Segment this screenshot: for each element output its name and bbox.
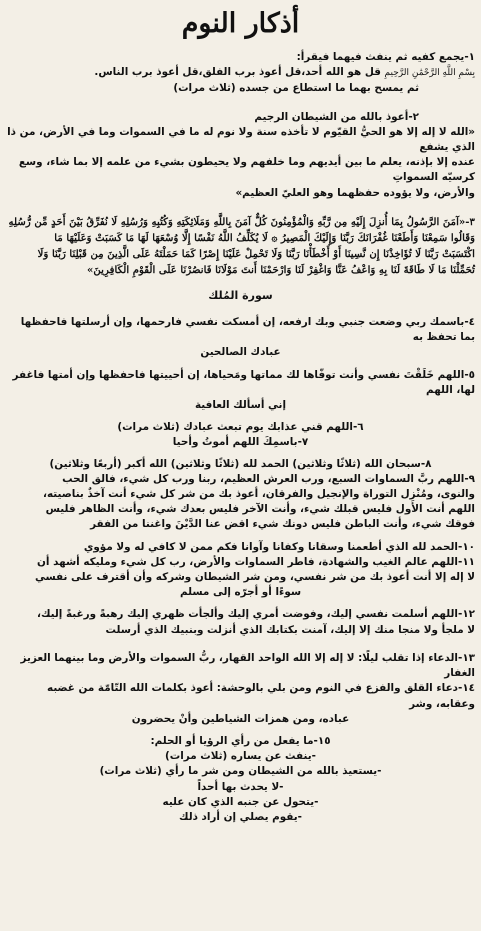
section-2-line-4: والأرض، ولا يؤوده حفظهما وهو العليّ العظيم» [235,186,475,199]
section-11 [6,555,475,601]
section-9-line-1: ٩-اللهم ربَّ السماوات السبع، ورب العرش العظيم، ربنا ورب كل شيء، فالق الحب [62,472,475,485]
section-14 [6,681,475,727]
section-12-line-1: ١٢-اللهم أسلمت نفسي إليك، وفوضت أمري إليك وألجأت ظهري إليك رهبةً ورغبةً إليك، [37,608,475,621]
page-title: أذكار النوم [181,8,300,39]
section-4-line-1: ٤-باسمك ربي وضعت جنبي وبك ارفعه، إن أمسكت نفسي فارحمها، وإن أرسلتها فاحفظها بما تحفظ به [20,316,475,344]
section-3 [6,214,475,278]
section-5 [6,368,475,414]
surah-al-mulk: سورة المُلك [208,288,273,302]
section-3-line-2: وَقَالُوا سَمِعْنَا وَأَطَعْنَا غُفْرَانَكَ رَبَّنَا وَإِلَيْكَ الْمَصِيرُ ۞ لَا يُكَلِّفُ اللَّهُ نَفْسًا إِلَّا وُسْعَهَا لَهَا مَا كَسَبَتْ وَعَلَيْهَا مَا [54,231,475,244]
section-13: ١٣-الدعاء إذا تقلب ليلًا: لا إله إلا الله الواحد القهار، ربُّ السموات والأرض وما بينهما العزيز الغفار [20,651,475,680]
section-14-line-2: عباده، ومن همزات الشياطين وأنْ يحضرون [131,712,350,725]
section-14-line-1: ١٤-دعاء القلق والفزع في النوم ومن بلي بالوحشة: أعوذ بكلمات الله التّامّة من غضبه وعقابه، وشر [47,682,475,710]
section-5-line-2: إني أسألك العافية [194,399,287,412]
section-4-line-2: عبادك الصالحين [200,346,281,359]
list-item: -يتحول عن جنبه الذي كان عليه [162,795,319,808]
list-item: -يقوم يصلي إن أراد ذلك [179,810,302,823]
section-5-line-1: ٥-اللهم خَلَقْتَ نفسي وأنت توفّاها لك مماتها ومَحياها، إن أحييتها فاحفظها وإن أمتها فاغفر لها، اللهم [12,368,475,396]
section-7: ٧-باسمِكَ اللهم أموتُ وأحيا [172,436,309,449]
section-1-line-1: ١-يجمع كفيه ثم ينفث فيهما فيقرأ: [296,51,475,63]
section-3-line-4: تُحَمِّلْنَا مَا لَا طَاقَةَ لَنَا بِهِ وَاعْفُ عَنَّا وَاغْفِرْ لَنَا وَارْحَمْنَا أَنتَ مَوْلَانَا فَانصُرْنَا عَلَى الْقَوْمِ الْكَافِرِينَ» [87,263,475,276]
list-item: -ينفث عن يساره (ثلاث مرات) [165,750,316,763]
section-15-head: ١٥-ما يفعل من رأي الرؤيا أو الحلم: [150,734,331,747]
list-item: -لا يحدث بها أحداً [197,780,284,793]
section-15 [6,734,475,825]
section-2-line-2: «الله لا إله إلا هو الحيُّ القيّوم لا تأخذه سنة ولا نوم له ما في السموات وما في الأرض، من ذا الذي يشفع [7,125,475,154]
section-2 [6,110,475,201]
basmala: بِسْمِ اللَّهِ الرَّحْمَٰنِ الرَّحِيمِ [384,68,475,79]
section-1-line-3: ثم يمسح بهما ما استطاع من جسده (ثلاث مرات) [173,82,419,95]
section-11-line-2: لا إله إلا أنت أعوذ بك من شر نفسي، ومن شر الشيطان وشركه وأن أقترف على نفسي [34,571,475,584]
section-12 [6,607,475,637]
section-8: ٨-سبحان الله (ثلاثًا وثلاثين) الحمد لله (ثلاثًا وثلاثين) الله أكبر (أربعًا وثلاثين) [49,457,432,470]
list-item: -يستعيذ بالله من الشيطان ومن شر ما رأي (ثلاث مرات) [99,765,382,778]
section-9-line-4: فوقك شيء، وأنت الباطن فليس دونك شيء اقض عنا الدَّيْنَ واغننا من الفقر [90,518,475,531]
section-1-line-2: قل هو الله أحد،قل أعوذ برب الفلق،قل أعوذ برب الناس. [94,66,381,79]
section-3-line-3: اكْتَسَبَتْ رَبَّنَا لَا تُؤَاخِذْنَا إِن نَّسِينَا أَوْ أَخْطَأْنَا رَبَّنَا وَلَا تَحْمِلْ عَلَيْنَا إِصْرًا كَمَا حَمَلْتَهُ عَلَى الَّذِينَ مِن قَبْلِنَا رَبَّنَا وَلَا [37,247,475,260]
section-6: ٦-اللهم قني عذابك يوم تبعث عبادك (ثلاث مرات) [117,421,364,434]
section-1-surahs [6,65,475,81]
section-2-line-1: ٢-أعوذ بالله من الشيطان الرجيم [254,110,419,123]
section-11-line-1: ١١-اللهم عالم الغيب والشهادة، فاطر السماوات والأرض، رب كل شيء ومليكه أشهد أن [37,555,475,568]
section-10: ١٠-الحمد لله الذي أطعمنا وسقانا وكفانا وآوانا فكم ممن لا كافي له ولا مؤوي [83,540,475,553]
section-12-line-2: لا ملجأ ولا منجا منك إلا إليك، آمنت بكتابك الذي أنزلت وبنبيك الذي أرسلت [105,623,475,636]
section-9 [6,472,475,533]
section-4 [6,315,475,361]
section-1 [6,50,475,97]
section-9-line-3: اللهم أنت الأول فليس قبلك شيء، وأنت الآخر فليس بعدك شيء، وأنت الظاهر فليس [45,503,475,516]
section-9-line-2: والنوى، ومُنْزِل التوراة والإنجيل والفرقان، أعوذ بك من شر كل شيء أنت آخذٌ بناصيته، [43,488,475,501]
section-2-line-3: عنده إلا بإذنه، يعلم ما بين أيديهم وما خلفهم ولا يحيطون بشيء من علمه إلا بما شاء، وسع كرسيّه السمواتِ [18,156,475,184]
section-11-line-3: سوءًا أو أجرّه إلى مسلم [179,586,302,599]
section-3-line-1: ٣-«آمَنَ الرَّسُولُ بِمَا أُنزِلَ إِلَيْهِ مِن رَّبِّهِ وَالْمُؤْمِنُونَ كُلٌّ آمَنَ بِاللَّهِ وَمَلَائِكَتِهِ وَكُتُبِهِ وَرُسُلِهِ لَا نُفَرِّقُ بَيْنَ أَحَدٍ مِّن رُّسُلِهِ [8,215,475,228]
